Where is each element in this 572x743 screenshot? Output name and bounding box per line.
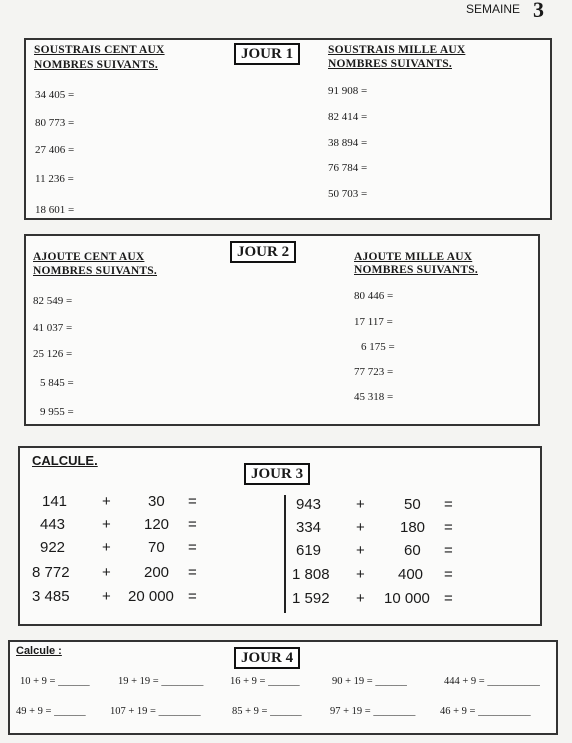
operand-b: 50 — [404, 496, 421, 513]
plus-sign: + — [356, 566, 365, 583]
operand-a: 922 — [40, 539, 66, 556]
addition-exercise: 444 + 9 = __________ — [444, 676, 540, 687]
operand-b: 120 — [144, 516, 170, 533]
jour2-left-item: 82 549 = — [33, 295, 73, 307]
calc-row-right — [290, 542, 470, 564]
jour2-left-item: 41 037 = — [33, 322, 73, 334]
operand-a: 1 592 — [292, 590, 330, 607]
addition-exercise: 49 + 9 = ______ — [16, 706, 86, 717]
calc-row-right — [290, 496, 470, 518]
equals-sign: = — [444, 496, 453, 513]
operand-b: 70 — [148, 539, 165, 556]
semaine-number: 3 — [533, 0, 544, 22]
jour2-right-item: 45 318 = — [354, 391, 394, 403]
jour2-left-item: 5 845 = — [40, 377, 74, 389]
calc-row-left — [30, 588, 210, 610]
jour1-left-item: 80 773 = — [35, 117, 75, 129]
calc-row-left — [30, 493, 210, 515]
jour1-right-item: 91 908 = — [328, 85, 368, 97]
addition-exercise: 19 + 19 = ________ — [118, 676, 204, 687]
addition-exercise: 46 + 9 = __________ — [440, 706, 531, 717]
operand-b: 10 000 — [384, 590, 430, 607]
calc-row-left — [30, 539, 210, 561]
jour1-right-item: 82 414 = — [328, 111, 368, 123]
plus-sign: + — [102, 516, 111, 533]
addition-exercise: 97 + 19 = ________ — [330, 706, 416, 717]
jour1-left-item: 11 236 = — [35, 173, 74, 185]
operand-a: 943 — [296, 496, 322, 513]
jour1-left-item: 34 405 = — [35, 89, 75, 101]
operand-a: 334 — [296, 519, 322, 536]
plus-sign: + — [102, 588, 111, 605]
jour1-right-title-2: NOMBRES SUIVANTS. — [328, 58, 452, 70]
operand-a: 443 — [40, 516, 66, 533]
addition-exercise: 107 + 19 = ________ — [110, 706, 201, 717]
jour1-left-item: 18 601 = — [35, 204, 75, 216]
addition-exercise: 90 + 19 = ______ — [332, 676, 407, 687]
equals-sign: = — [188, 564, 197, 581]
equals-sign: = — [444, 519, 453, 536]
jour1-right-title-1: SOUSTRAIS MILLE AUX — [328, 44, 466, 56]
plus-sign: + — [356, 496, 365, 513]
jour1-right-item: 50 703 = — [328, 188, 368, 200]
calc-row-right — [290, 519, 470, 541]
calc-row-left — [30, 564, 210, 586]
addition-exercise: 16 + 9 = ______ — [230, 676, 300, 687]
operand-b: 200 — [144, 564, 170, 581]
equals-sign: = — [188, 516, 197, 533]
plus-sign: + — [356, 519, 365, 536]
plus-sign: + — [356, 542, 365, 559]
jour2-left-item: 25 126 = — [33, 348, 73, 360]
calc-row-right — [290, 566, 470, 588]
semaine-label: SEMAINE — [465, 2, 520, 16]
equals-sign: = — [444, 566, 453, 583]
jour4-title: Calcule : — [16, 645, 62, 657]
jour2-right-item: 17 117 = — [354, 316, 393, 328]
operand-b: 20 000 — [128, 588, 174, 605]
operand-a: 1 808 — [292, 566, 330, 583]
equals-sign: = — [188, 493, 197, 510]
jour1-label: JOUR 1 — [234, 43, 300, 65]
jour2-right-item: 77 723 = — [354, 366, 394, 378]
jour2-right-item: 80 446 = — [354, 290, 394, 302]
column-divider — [284, 495, 286, 613]
jour1-right-item: 76 784 = — [328, 162, 368, 174]
addition-exercise: 10 + 9 = ______ — [20, 676, 90, 687]
plus-sign: + — [102, 539, 111, 556]
plus-sign: + — [102, 564, 111, 581]
equals-sign: = — [444, 590, 453, 607]
jour1-left-title-2: NOMBRES SUIVANTS. — [34, 59, 158, 71]
plus-sign: + — [102, 493, 111, 510]
addition-exercise: 85 + 9 = ______ — [232, 706, 302, 717]
jour2-left-title-2: NOMBRES SUIVANTS. — [33, 265, 157, 277]
operand-a: 619 — [296, 542, 322, 559]
equals-sign: = — [188, 539, 197, 556]
jour3-label: JOUR 3 — [244, 463, 310, 485]
jour2-label: JOUR 2 — [230, 241, 296, 263]
calc-row-right — [290, 590, 470, 612]
jour1-left-item: 27 406 = — [35, 144, 75, 156]
jour2-left-item: 9 955 = — [40, 406, 74, 418]
operand-a: 141 — [42, 493, 68, 510]
jour4-label: JOUR 4 — [234, 647, 300, 669]
jour3-title: CALCULE. — [32, 453, 98, 468]
plus-sign: + — [356, 590, 365, 607]
operand-b: 60 — [404, 542, 421, 559]
jour2-right-title-1: AJOUTE MILLE AUX — [354, 251, 473, 263]
operand-b: 30 — [148, 493, 165, 510]
jour2-right-item: 6 175 = — [361, 341, 395, 353]
calc-row-left — [30, 516, 210, 538]
jour1-right-item: 38 894 = — [328, 137, 368, 149]
equals-sign: = — [188, 588, 197, 605]
jour1-left-title-1: SOUSTRAIS CENT AUX — [34, 44, 165, 56]
operand-b: 180 — [400, 519, 426, 536]
operand-a: 8 772 — [32, 564, 70, 581]
jour2-right-title-2: NOMBRES SUIVANTS. — [354, 264, 478, 276]
equals-sign: = — [444, 542, 453, 559]
operand-b: 400 — [398, 566, 424, 583]
operand-a: 3 485 — [32, 588, 70, 605]
jour2-left-title-1: AJOUTE CENT AUX — [33, 251, 145, 263]
